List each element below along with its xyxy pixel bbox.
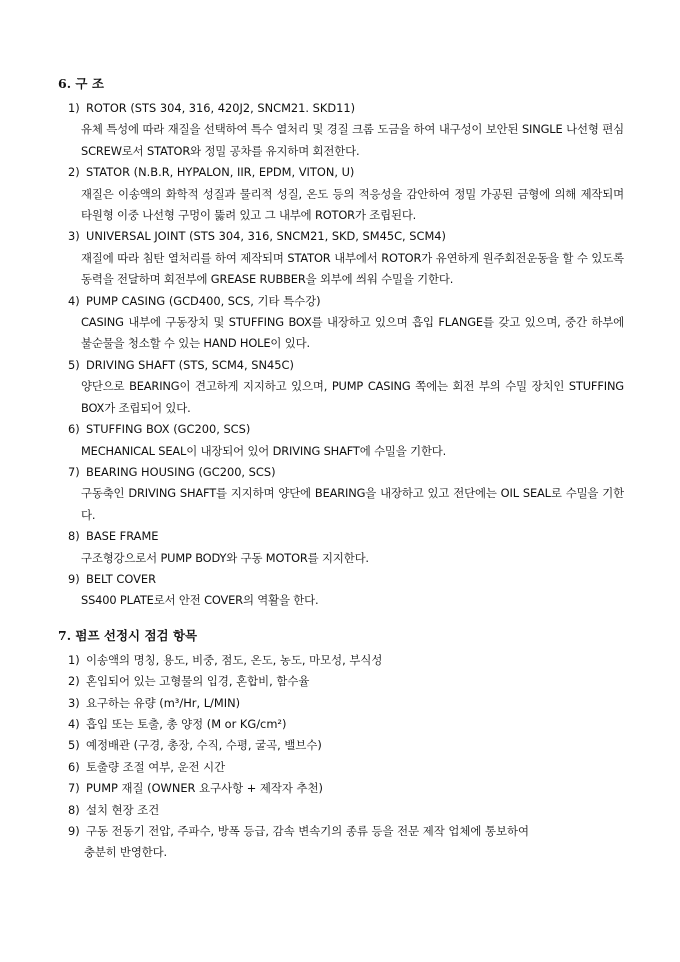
item-title: STATOR (N.B.R, HYPALON, IIR, EPDM, VITON, U)	[86, 165, 355, 180]
item-heading	[58, 693, 624, 714]
list-item	[58, 162, 624, 226]
list-item	[58, 98, 624, 162]
item-number: 5)	[68, 738, 80, 753]
item-number: 2)	[68, 165, 80, 180]
list-item	[58, 226, 624, 290]
item-number: 3)	[68, 695, 80, 710]
item-number: 4)	[68, 716, 80, 731]
item-number: 7)	[68, 464, 80, 479]
list-item	[58, 714, 624, 735]
list-item	[58, 693, 624, 714]
item-title: 요구하는 유량 (m³/Hr, L/MIN)	[86, 695, 241, 710]
item-heading	[58, 671, 624, 692]
item-heading	[58, 821, 624, 842]
item-number: 8)	[68, 529, 80, 544]
item-title: 혼입되어 있는 고형물의 입경, 혼합비, 함수율	[86, 674, 310, 689]
section-selection-checklist	[58, 626, 624, 864]
item-title: STUFFING BOX (GC200, SCS)	[86, 422, 251, 437]
section-title: 7. 펌프 선정시 점검 항목	[58, 627, 198, 643]
item-number: 1)	[68, 652, 80, 667]
list-item	[58, 735, 624, 756]
item-description: SS400 PLATE로서 안전 COVER의 역활을 한다.	[81, 593, 319, 608]
item-title: BELT COVER	[86, 571, 156, 586]
item-number: 3)	[68, 229, 80, 244]
list-item	[58, 569, 624, 612]
item-title: 흡입 또는 토출, 총 양정 (M or KG/cm²)	[86, 716, 287, 731]
item-heading	[58, 291, 624, 312]
item-number: 2)	[68, 674, 80, 689]
document-page	[58, 74, 624, 864]
item-description: 유체 특성에 따라 재질을 선택하여 특수 열처리 및 경질 크롬 도금을 하여 내구성이 보안된 SINGLE 나선형 편심 SCREW로서 STATOR와 정밀 공차를 유지하며 회전한다.	[81, 122, 624, 158]
item-number: 8)	[68, 802, 80, 817]
item-heading	[58, 355, 624, 376]
item-number: 1)	[68, 101, 80, 115]
item-number: 6)	[68, 759, 80, 774]
item-heading	[58, 569, 624, 590]
item-heading	[58, 650, 624, 671]
item-description: 양단으로 BEARING이 견고하게 지지하고 있으며, PUMP CASING 쪽에는 회전 부의 수밀 장치인 STUFFING BOX가 조립되어 있다.	[81, 379, 624, 415]
list-item	[58, 778, 624, 799]
item-title: 구동 전동기 전압, 주파수, 방폭 등급, 감속 변속기의 종류 등을 전문 제작 업체에 통보하여	[86, 824, 530, 838]
item-heading	[58, 462, 624, 483]
item-heading	[58, 526, 624, 547]
item-heading	[58, 735, 624, 756]
item-heading	[58, 98, 624, 119]
item-description: 충분히 반영한다.	[84, 845, 167, 860]
item-description: 재질에 따라 침탄 열처리를 하여 제작되며 STATOR 내부에서 ROTOR가 유연하게 원주회전운동을 할 수 있도록 동력을 전달하며 회전부에 GREASE RUBBER을 외부에 씌워 수밀을 기한다.	[81, 250, 624, 287]
list-item	[58, 757, 624, 778]
item-heading	[58, 800, 624, 821]
item-heading	[58, 757, 624, 778]
list-item	[58, 800, 624, 821]
list-item	[58, 462, 624, 526]
item-number: 4)	[68, 293, 80, 308]
item-number: 7)	[68, 781, 80, 796]
item-title: PUMP 재질 (OWNER 요구사항 + 제작자 추천)	[86, 781, 323, 796]
item-title: PUMP CASING (GCD400, SCS, 기타 특수강)	[86, 293, 321, 308]
item-description: 재질은 이송액의 화학적 성질과 물리적 성질, 온도 등의 적응성을 감안하여 정밀 가공된 금형에 의해 제작되며 타원형 이중 나선형 구멍이 뚫려 있고 그 내부에 ROTOR가 조립된다.	[81, 186, 624, 223]
item-heading	[58, 778, 624, 799]
item-heading	[58, 419, 624, 440]
list-item	[58, 419, 624, 462]
item-title: UNIVERSAL JOINT (STS 304, 316, SNCM21, SKD, SM45C, SCM4)	[86, 229, 446, 244]
item-number: 9)	[68, 571, 80, 586]
item-title: BEARING HOUSING (GC200, SCS)	[86, 464, 276, 479]
item-heading	[58, 162, 624, 183]
list-item	[58, 821, 624, 864]
checklist-list	[58, 650, 624, 864]
list-item	[58, 355, 624, 419]
list-item	[58, 526, 624, 569]
item-title: 토출량 조절 여부, 운전 시간	[86, 759, 226, 774]
item-title: DRIVING SHAFT (STS, SCM4, SN45C)	[86, 357, 294, 372]
section-structure	[58, 74, 624, 612]
item-title: 이송액의 명칭, 용도, 비중, 점도, 온도, 농도, 마모성, 부식성	[86, 652, 383, 667]
section-title: 6. 구 조	[58, 76, 104, 91]
item-heading	[58, 714, 624, 735]
item-heading	[58, 226, 624, 247]
list-item	[58, 650, 624, 671]
item-title: 설치 현장 조건	[86, 802, 160, 817]
list-item	[58, 291, 624, 355]
item-description: MECHANICAL SEAL이 내장되어 있어 DRIVING SHAFT에 수밀을 기한다.	[81, 443, 447, 458]
item-description: CASING 내부에 구동장치 및 STUFFING BOX를 내장하고 있으며 흡입 FLANGE를 갖고 있으며, 중간 하부에 불순물을 청소할 수 있는 HAND HOLE이 있다.	[81, 315, 624, 351]
item-number: 9)	[68, 824, 80, 838]
item-description: 구조형강으로서 PUMP BODY와 구동 MOTOR를 지지한다.	[81, 550, 369, 565]
item-number: 6)	[68, 422, 80, 437]
structure-list	[58, 98, 624, 612]
item-title: 예정배관 (구경, 총장, 수직, 수평, 굴곡, 밸브수)	[86, 738, 322, 753]
list-item	[58, 671, 624, 692]
item-number: 5)	[68, 357, 80, 372]
item-title: ROTOR (STS 304, 316, 420J2, SNCM21. SKD11)	[86, 101, 356, 115]
item-description: 구동축인 DRIVING SHAFT를 지지하며 양단에 BEARING을 내장하고 있고 전단에는 OIL SEAL로 수밀을 기한다.	[81, 486, 624, 522]
item-title: BASE FRAME	[86, 529, 159, 544]
